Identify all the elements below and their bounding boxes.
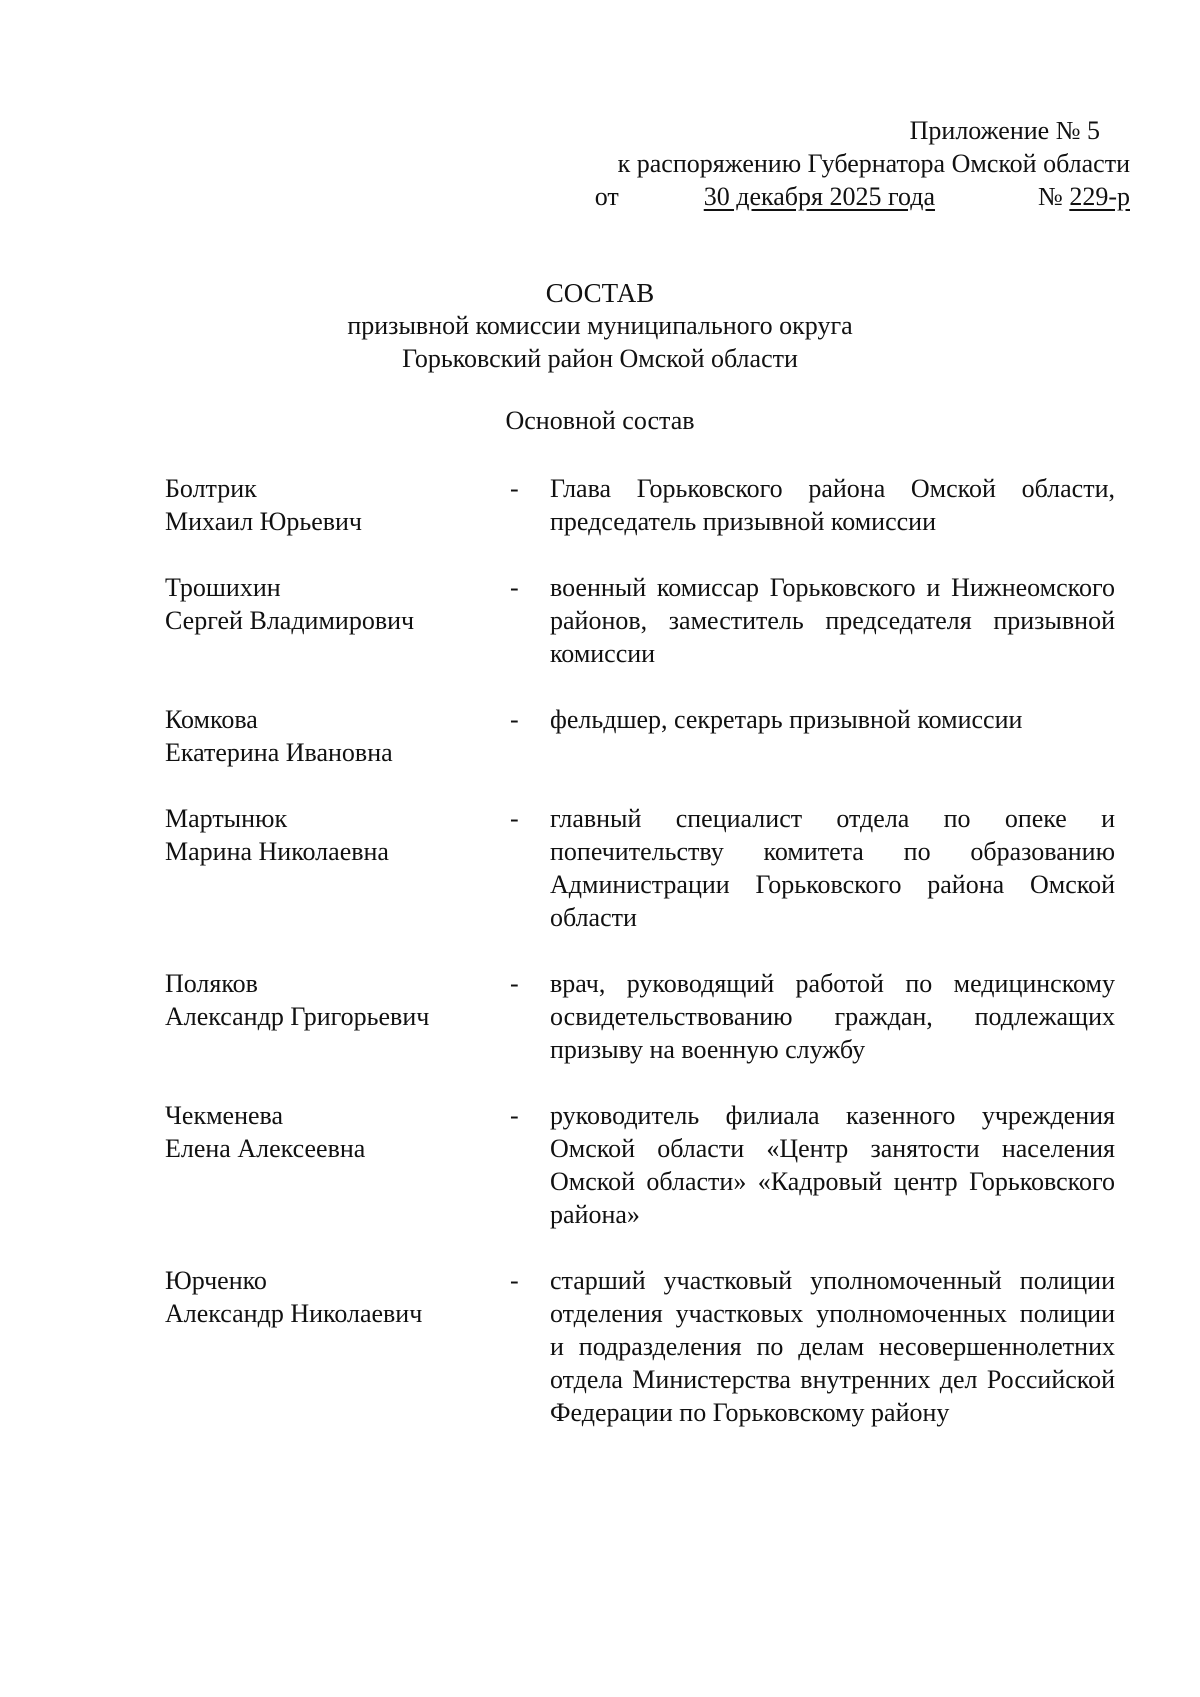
member-role: главный специалист отдела по опеке и попечительству комитета по образованию Администрации Горьковского района Омской области [550,804,1115,932]
member-role: фельдшер, секретарь призывной комиссии [550,705,1023,734]
member-row [165,472,1125,538]
member-name [165,703,510,769]
annex-title: Приложение № 5 [909,116,1100,145]
member-given-names: Сергей Владимирович [165,606,415,635]
member-role: руководитель филиала казенного учреждения Омской области «Центр занятости населения Омской области» «Кадровый центр Горьковского района» [550,1101,1115,1229]
member-dash: - [510,573,519,602]
member-name [165,802,510,868]
member-surname: Поляков [165,969,258,998]
member-dash: - [510,1101,519,1130]
document-subtitle-line1: призывной комиссии муниципального округа [347,311,853,340]
member-row [165,967,1125,1066]
member-name [165,571,510,637]
member-dash: - [510,969,519,998]
member-given-names: Екатерина Ивановна [165,738,393,767]
member-row [165,1099,1125,1231]
member-surname: Болтрик [165,474,257,503]
member-dash: - [510,474,519,503]
member-surname: Мартынюк [165,804,288,833]
member-given-names: Михаил Юрьевич [165,507,363,536]
member-role: врач, руководящий работой по медицинскому освидетельствованию граждан, подлежащих призыву на военную службу [550,969,1115,1064]
member-role: старший участковый уполномоченный полиции отделения участковых уполномоченных полиции и подразделения по делам несовершеннолетних отдела Министерства внутренних дел Российской Федерации по Горьковскому району [550,1266,1115,1427]
members-list [165,472,1125,1462]
member-surname: Комкова [165,705,258,734]
annex-number-label: № [1038,182,1063,211]
member-role: военный комиссар Горьковского и Нижнеомского районов, заместитель председателя призывной комиссии [550,573,1115,668]
member-surname: Трошихин [165,573,281,602]
member-name [165,1099,510,1165]
member-given-names: Александр Григорьевич [165,1002,430,1031]
section-title: Основной состав [505,406,695,435]
member-given-names: Александр Николаевич [165,1299,423,1328]
annex-date-line [595,180,1130,213]
member-role: Глава Горьковского района Омской области, председатель призывной комиссии [550,474,1115,536]
member-given-names: Елена Алексеевна [165,1134,366,1163]
annex-date: 30 декабря 2025 года [703,182,936,211]
member-row [165,1264,1125,1429]
annex-number: 229-р [1069,182,1130,211]
member-row [165,571,1125,670]
annex-date-prefix: от [594,182,619,211]
member-name [165,472,510,538]
annex-order-reference: к распоряжению Губернатора Омской области [617,149,1130,178]
member-dash: - [510,1266,519,1295]
member-given-names: Марина Николаевна [165,837,389,866]
member-row [165,703,1125,769]
member-dash: - [510,705,519,734]
member-row [165,802,1125,934]
document-subtitle-line2: Горьковский район Омской области [402,344,798,373]
document-title: СОСТАВ [545,278,655,308]
member-name [165,967,510,1033]
member-dash: - [510,804,519,833]
member-name [165,1264,510,1330]
member-surname: Чекменева [165,1101,283,1130]
member-surname: Юрченко [165,1266,267,1295]
